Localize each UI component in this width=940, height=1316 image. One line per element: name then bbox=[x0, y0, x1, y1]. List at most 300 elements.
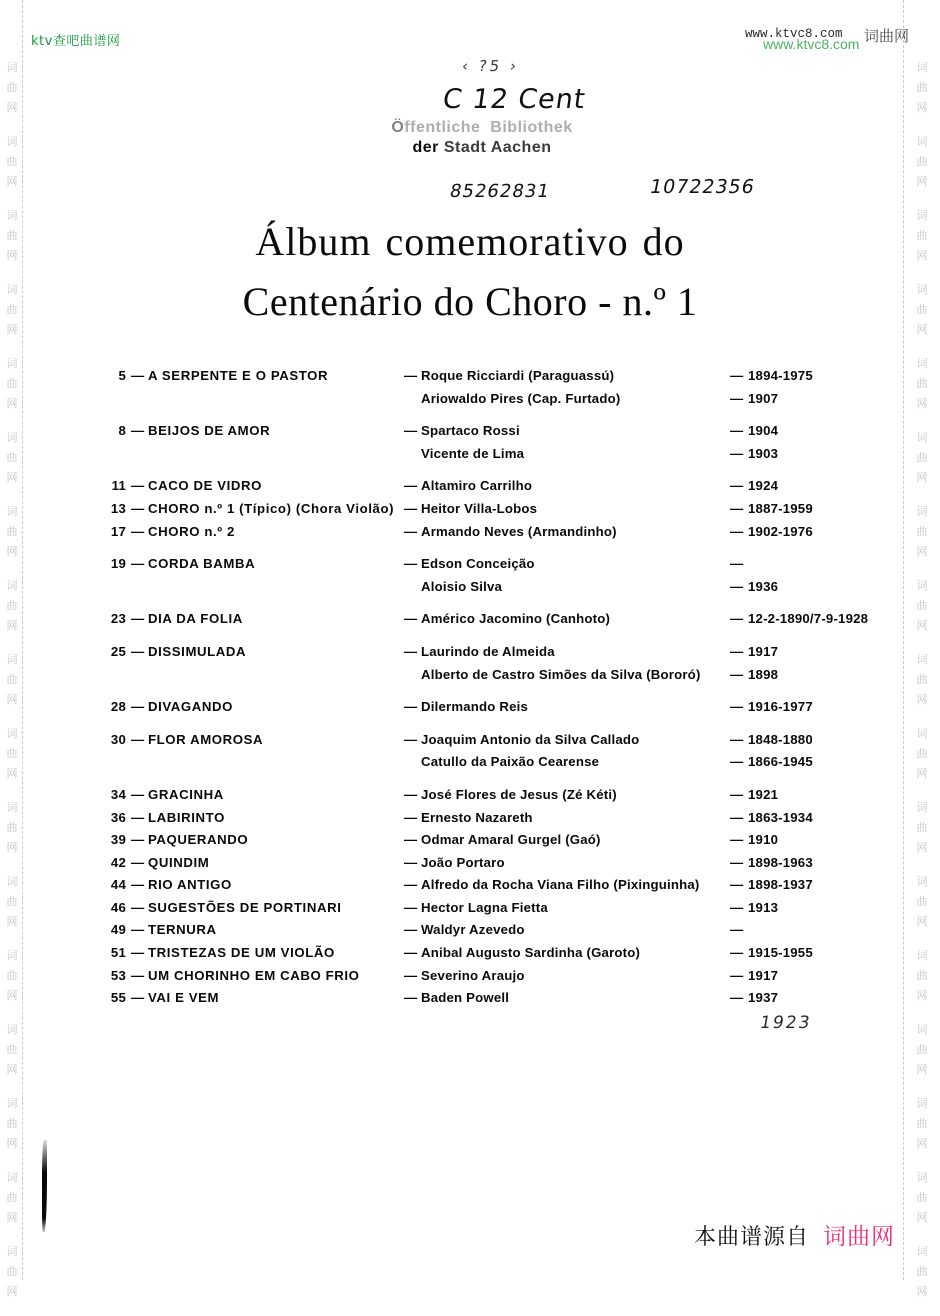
toc-piece-title: DISSIMULADA bbox=[148, 643, 247, 659]
toc-page-number: 34 bbox=[110, 786, 126, 802]
toc-group-gap bbox=[0, 546, 940, 556]
toc-author: Baden Powell bbox=[421, 990, 510, 1006]
margin-watermark-char: 词 bbox=[6, 1171, 18, 1184]
toc-row[interactable] bbox=[0, 579, 940, 602]
margin-watermark-char: 网 bbox=[6, 323, 18, 336]
margin-watermark-char: 词 bbox=[916, 431, 928, 444]
margin-watermark-char: 网 bbox=[6, 545, 18, 558]
toc-dash-2: — bbox=[404, 945, 418, 961]
toc-date: 1924 bbox=[748, 478, 779, 494]
margin-watermark-group bbox=[912, 1168, 932, 1228]
toc-dash-1: — bbox=[131, 500, 145, 516]
margin-watermark-char: 网 bbox=[916, 1137, 928, 1150]
handwritten-date-ternura: 1923 bbox=[758, 1013, 814, 1033]
margin-watermark-char: 词 bbox=[916, 727, 928, 740]
toc-entry[interactable] bbox=[0, 368, 940, 413]
toc-date: 1917 bbox=[748, 967, 779, 983]
margin-watermark-char: 网 bbox=[6, 767, 18, 780]
margin-watermark-char: 曲 bbox=[916, 229, 928, 242]
toc-dash-1: — bbox=[131, 611, 145, 627]
toc-entry[interactable] bbox=[0, 922, 940, 945]
toc-dash-3: — bbox=[730, 945, 744, 961]
toc-row[interactable] bbox=[0, 446, 940, 469]
margin-watermark-char: 网 bbox=[6, 249, 18, 262]
toc-dash-2: — bbox=[404, 611, 418, 627]
toc-dash-2: — bbox=[404, 786, 418, 802]
handwritten-shelf-mark: C 12 Cent bbox=[440, 84, 588, 115]
library-stamp-line-2: der Stadt Aachen bbox=[412, 139, 552, 156]
margin-watermark-char: 词 bbox=[6, 1023, 18, 1036]
margin-watermark-char: 网 bbox=[6, 1285, 18, 1298]
toc-row[interactable] bbox=[0, 877, 940, 900]
toc-dash-3: — bbox=[730, 854, 744, 870]
toc-page-number: 25 bbox=[110, 643, 126, 659]
toc-entry[interactable] bbox=[0, 556, 940, 601]
margin-watermark-char: 词 bbox=[6, 801, 18, 814]
toc-date: 1863-1934 bbox=[748, 809, 813, 825]
toc-author: Alberto de Castro Simões da Silva (Bororó) bbox=[421, 666, 701, 682]
margin-watermark-char: 词 bbox=[6, 505, 18, 518]
toc-piece-title: GRACINHA bbox=[148, 786, 224, 802]
margin-watermark-char: 网 bbox=[6, 471, 18, 484]
toc-author: Laurindo de Almeida bbox=[421, 643, 555, 659]
toc-page-number: 30 bbox=[110, 731, 126, 747]
margin-watermark-char: 词 bbox=[6, 949, 18, 962]
toc-dash-3: — bbox=[730, 368, 744, 383]
margin-watermark-group bbox=[2, 132, 22, 192]
margin-watermark-char: 词 bbox=[6, 61, 18, 74]
margin-watermark-char: 网 bbox=[6, 619, 18, 632]
toc-dash-1: — bbox=[131, 556, 145, 572]
toc-group-gap bbox=[0, 468, 940, 478]
toc-piece-title: CACO DE VIDRO bbox=[148, 478, 263, 494]
margin-watermark-char: 词 bbox=[6, 431, 18, 444]
margin-watermark-char: 网 bbox=[916, 101, 928, 114]
toc-dash-2: — bbox=[404, 478, 418, 494]
toc-entry[interactable] bbox=[0, 832, 940, 855]
margin-watermark-char: 曲 bbox=[916, 599, 928, 612]
toc-dash-2: — bbox=[404, 423, 418, 439]
margin-watermark-char: 网 bbox=[6, 175, 18, 188]
toc-page-number: 36 bbox=[110, 809, 126, 825]
toc-dash-2: — bbox=[404, 643, 418, 659]
toc-page-number: 46 bbox=[110, 899, 126, 915]
toc-date: 1866-1945 bbox=[748, 754, 813, 770]
toc-row[interactable] bbox=[0, 922, 940, 945]
toc-entry[interactable] bbox=[0, 732, 940, 777]
toc-author: Alfredo da Rocha Viana Filho (Pixinguinha) bbox=[421, 877, 700, 893]
toc-entry[interactable] bbox=[0, 501, 940, 524]
margin-watermark-char: 网 bbox=[916, 1211, 928, 1224]
toc-date: 1937 bbox=[748, 990, 779, 1006]
toc-group-gap bbox=[0, 689, 940, 699]
margin-watermark-char: 网 bbox=[916, 175, 928, 188]
toc-date: 1898-1937 bbox=[748, 877, 813, 893]
toc-piece-title: TERNURA bbox=[148, 922, 217, 938]
toc-date: 1902-1976 bbox=[748, 523, 813, 539]
margin-watermark-char: 词 bbox=[916, 1023, 928, 1036]
toc-piece-title: BEIJOS DE AMOR bbox=[148, 423, 271, 439]
toc-date: 1898-1963 bbox=[748, 854, 813, 870]
toc-dash-3: — bbox=[730, 500, 744, 516]
toc-dash-1: — bbox=[131, 899, 145, 915]
toc-dash-3: — bbox=[730, 832, 744, 848]
margin-watermark-char: 曲 bbox=[916, 377, 928, 390]
margin-watermark-char: 词 bbox=[916, 1097, 928, 1110]
toc-author: João Portaro bbox=[421, 854, 505, 870]
toc-dash-2: — bbox=[404, 731, 418, 747]
toc-author: Altamiro Carrilho bbox=[421, 478, 533, 494]
watermark-top-right-brand: 词曲网 bbox=[864, 27, 910, 45]
toc-piece-title: VAI E VEM bbox=[148, 990, 220, 1006]
toc-entry[interactable] bbox=[0, 611, 940, 634]
margin-watermark-char: 网 bbox=[916, 693, 928, 706]
margin-watermark-char: 曲 bbox=[6, 229, 18, 242]
toc-page-number: 19 bbox=[110, 556, 126, 572]
toc-dash-2: — bbox=[404, 699, 418, 715]
toc-date: 1916-1977 bbox=[748, 699, 813, 715]
toc-date: 1904 bbox=[748, 423, 779, 439]
toc-dash-1: — bbox=[131, 854, 145, 870]
margin-watermark-char: 曲 bbox=[6, 673, 18, 686]
toc-dash-1: — bbox=[131, 423, 145, 439]
toc-date: 1898 bbox=[748, 666, 779, 682]
toc-piece-title: CORDA BAMBA bbox=[148, 556, 256, 572]
margin-watermark-group bbox=[2, 1020, 22, 1080]
margin-watermark-char: 网 bbox=[916, 767, 928, 780]
margin-watermark-char: 词 bbox=[916, 505, 928, 518]
margin-watermark-char: 网 bbox=[6, 101, 18, 114]
margin-watermark-char: 网 bbox=[6, 1211, 18, 1224]
margin-watermark-char: 词 bbox=[916, 801, 928, 814]
toc-row[interactable] bbox=[0, 423, 940, 446]
toc-dash-1: — bbox=[131, 478, 145, 494]
toc-dash-3: — bbox=[730, 699, 744, 715]
toc-dash-3: — bbox=[730, 423, 744, 439]
toc-piece-title: DIVAGANDO bbox=[148, 699, 234, 715]
margin-watermark-char: 曲 bbox=[916, 747, 928, 760]
toc-piece-title: RIO ANTIGO bbox=[148, 877, 232, 893]
toc-page-number: 13 bbox=[110, 500, 126, 516]
toc-author: Edson Conceição bbox=[421, 556, 535, 572]
toc-piece-title: SUGESTÕES DE PORTINARI bbox=[148, 899, 342, 915]
library-stamp bbox=[367, 119, 597, 157]
margin-watermark-char: 网 bbox=[916, 249, 928, 262]
toc-row[interactable] bbox=[0, 855, 940, 878]
toc-row[interactable] bbox=[0, 368, 940, 391]
toc-dash-3: — bbox=[730, 445, 744, 461]
toc-author: Aloisio Silva bbox=[421, 578, 503, 594]
toc-page-number: 8 bbox=[118, 423, 126, 439]
toc-page-number: 55 bbox=[110, 990, 126, 1006]
toc-group-gap bbox=[0, 413, 940, 423]
toc-dash-2: — bbox=[404, 556, 418, 572]
toc-date: 1887-1959 bbox=[748, 500, 813, 516]
margin-watermark-group bbox=[2, 1094, 22, 1154]
toc-dash-2: — bbox=[404, 809, 418, 825]
toc-author: Heitor Villa-Lobos bbox=[421, 500, 538, 516]
toc-piece-title: PAQUERANDO bbox=[148, 832, 249, 848]
toc-author: Armando Neves (Armandinho) bbox=[421, 523, 617, 539]
margin-watermark-char: 词 bbox=[916, 283, 928, 296]
margin-watermark-char: 网 bbox=[6, 1063, 18, 1076]
toc-dash-3: — bbox=[730, 922, 744, 938]
margin-watermark-char: 词 bbox=[916, 61, 928, 74]
footer bbox=[0, 1218, 895, 1251]
toc-entry[interactable] bbox=[0, 968, 940, 991]
margin-watermark-char: 曲 bbox=[916, 1191, 928, 1204]
toc-author: Anibal Augusto Sardinha (Garoto) bbox=[421, 945, 641, 961]
page-title bbox=[0, 212, 940, 332]
toc-author: Waldyr Azevedo bbox=[421, 922, 525, 938]
margin-watermark-char: 网 bbox=[916, 619, 928, 632]
toc-dash-1: — bbox=[131, 731, 145, 747]
toc-page-number: 11 bbox=[111, 478, 126, 494]
toc-piece-title: CHORO n.º 1 (Típico) (Chora Violão) bbox=[148, 500, 395, 516]
margin-watermark-char: 曲 bbox=[916, 895, 928, 908]
toc-piece-title: DIA DA FOLIA bbox=[148, 611, 243, 627]
margin-watermark-char: 词 bbox=[6, 135, 18, 148]
toc-dash-1: — bbox=[131, 990, 145, 1006]
toc-date: 1913 bbox=[748, 899, 779, 915]
toc-entry[interactable] bbox=[0, 699, 940, 722]
toc-author: Odmar Amaral Gurgel (Gaó) bbox=[421, 832, 601, 848]
toc-row[interactable] bbox=[0, 900, 940, 923]
margin-watermark-char: 曲 bbox=[916, 969, 928, 982]
toc-piece-title: FLOR AMOROSA bbox=[148, 731, 264, 747]
margin-watermark-char: 曲 bbox=[916, 81, 928, 94]
toc-row[interactable] bbox=[0, 644, 940, 667]
toc-page-number: 51 bbox=[110, 945, 126, 961]
toc-dash-2: — bbox=[404, 877, 418, 893]
margin-watermark-char: 曲 bbox=[6, 747, 18, 760]
toc-dash-1: — bbox=[131, 945, 145, 961]
toc-dash-3: — bbox=[730, 390, 744, 406]
margin-watermark-char: 曲 bbox=[6, 1191, 18, 1204]
margin-watermark-char: 网 bbox=[916, 323, 928, 336]
toc-entry[interactable] bbox=[0, 810, 940, 833]
toc-dash-2: — bbox=[404, 990, 418, 1006]
page-title-line-1 bbox=[0, 212, 940, 272]
toc-piece-title: CHORO n.º 2 bbox=[148, 523, 235, 539]
toc-page-number: 49 bbox=[110, 922, 126, 938]
margin-watermark-char: 网 bbox=[916, 397, 928, 410]
handwritten-accession-right: 10722356 bbox=[647, 176, 757, 198]
margin-watermark-char: 词 bbox=[916, 875, 928, 888]
title-word-1: Álbum bbox=[255, 219, 372, 264]
margin-watermark-char: 曲 bbox=[6, 451, 18, 464]
toc-entry[interactable] bbox=[0, 900, 940, 923]
toc-author: Joaquim Antonio da Silva Callado bbox=[421, 731, 640, 747]
margin-watermark-char: 曲 bbox=[916, 451, 928, 464]
toc-dash-3: — bbox=[730, 731, 744, 747]
toc-row[interactable] bbox=[0, 391, 940, 414]
toc-piece-title: LABIRINTO bbox=[148, 809, 225, 825]
toc-dash-2: — bbox=[404, 854, 418, 870]
toc-dash-3: — bbox=[730, 786, 744, 802]
toc-date: 1917 bbox=[748, 643, 779, 659]
margin-watermark-char: 词 bbox=[916, 949, 928, 962]
toc-piece-title: QUINDIM bbox=[148, 854, 210, 870]
footer-prefix: 本曲谱源自 bbox=[693, 1225, 809, 1250]
margin-watermark-group bbox=[2, 58, 22, 118]
toc-dash-1: — bbox=[131, 523, 145, 539]
toc-date: 1915-1955 bbox=[748, 945, 813, 961]
toc-row[interactable] bbox=[0, 556, 940, 579]
title-word-2: comemorativo bbox=[385, 219, 629, 264]
margin-watermark-char: 曲 bbox=[6, 303, 18, 316]
toc-author: Roque Ricciardi (Paraguassú) bbox=[421, 368, 615, 383]
toc-entry[interactable] bbox=[0, 945, 940, 968]
toc-dash-3: — bbox=[730, 556, 744, 572]
toc-row[interactable] bbox=[0, 699, 940, 722]
toc-group-gap bbox=[0, 601, 940, 611]
toc-row[interactable] bbox=[0, 667, 940, 690]
toc-dash-1: — bbox=[131, 809, 145, 825]
toc-author: Américo Jacomino (Canhoto) bbox=[421, 611, 611, 627]
toc-dash-3: — bbox=[730, 877, 744, 893]
toc-dash-3: — bbox=[730, 611, 744, 627]
toc-dash-3: — bbox=[730, 478, 744, 494]
library-stamp-line-1: Öffentliche Bibliothek bbox=[391, 119, 573, 136]
margin-watermark-char: 词 bbox=[916, 579, 928, 592]
watermark-top-right-green: www.ktvc8.com bbox=[763, 36, 860, 52]
margin-watermark-char: 词 bbox=[916, 1245, 928, 1258]
toc-author: Dilermando Reis bbox=[421, 699, 529, 715]
toc-author: Ernesto Nazareth bbox=[421, 809, 533, 825]
toc-entry[interactable] bbox=[0, 644, 940, 689]
toc-piece-title: TRISTEZAS DE UM VIOLÃO bbox=[148, 945, 335, 961]
toc-dash-3: — bbox=[730, 643, 744, 659]
margin-watermark-group bbox=[2, 1242, 22, 1302]
toc-page-number: 5 bbox=[118, 368, 126, 383]
toc-entry[interactable] bbox=[0, 787, 940, 810]
handwritten-accession-left: 85262831 bbox=[447, 181, 552, 202]
toc-dash-1: — bbox=[131, 832, 145, 848]
margin-watermark-char: 曲 bbox=[6, 821, 18, 834]
margin-watermark-char: 曲 bbox=[6, 377, 18, 390]
toc-dash-1: — bbox=[131, 786, 145, 802]
toc-page-number: 42 bbox=[110, 854, 126, 870]
toc-entry[interactable] bbox=[0, 855, 940, 878]
toc-piece-title: A SERPENTE E O PASTOR bbox=[148, 368, 329, 383]
margin-watermark-group bbox=[912, 1094, 932, 1154]
margin-watermark-char: 词 bbox=[916, 135, 928, 148]
toc-dash-2: — bbox=[404, 832, 418, 848]
title-word-3: do bbox=[642, 219, 685, 264]
toc-page-number: 17 bbox=[110, 523, 126, 539]
margin-watermark-char: 词 bbox=[6, 1245, 18, 1258]
toc-row[interactable] bbox=[0, 501, 940, 524]
toc-dash-2: — bbox=[404, 523, 418, 539]
margin-watermark-char: 网 bbox=[916, 989, 928, 1002]
margin-watermark-group bbox=[912, 58, 932, 118]
toc-group-gap bbox=[0, 722, 940, 732]
margin-watermark-char: 网 bbox=[6, 989, 18, 1002]
margin-watermark-char: 曲 bbox=[6, 1043, 18, 1056]
toc-date: 1921 bbox=[748, 786, 779, 802]
margin-watermark-char: 词 bbox=[6, 209, 18, 222]
margin-watermark-group bbox=[912, 1242, 932, 1302]
toc-date: 1903 bbox=[748, 445, 779, 461]
margin-watermark-char: 网 bbox=[916, 1063, 928, 1076]
margin-watermark-char: 词 bbox=[6, 357, 18, 370]
toc-dash-3: — bbox=[730, 899, 744, 915]
toc-row[interactable] bbox=[0, 945, 940, 968]
toc-entry[interactable] bbox=[0, 423, 940, 468]
margin-watermark-char: 网 bbox=[6, 841, 18, 854]
toc-dash-1: — bbox=[131, 967, 145, 983]
table-of-contents bbox=[0, 368, 940, 1013]
toc-row[interactable] bbox=[0, 732, 940, 755]
margin-watermark-char: 曲 bbox=[6, 895, 18, 908]
margin-watermark-group bbox=[912, 1020, 932, 1080]
margin-watermark-char: 曲 bbox=[6, 1117, 18, 1130]
margin-watermark-char: 曲 bbox=[6, 1265, 18, 1278]
toc-entry[interactable] bbox=[0, 478, 940, 501]
margin-watermark-char: 曲 bbox=[6, 81, 18, 94]
toc-entry[interactable] bbox=[0, 877, 940, 900]
margin-watermark-char: 曲 bbox=[6, 969, 18, 982]
margin-watermark-char: 词 bbox=[916, 209, 928, 222]
margin-watermark-char: 词 bbox=[6, 727, 18, 740]
toc-dash-1: — bbox=[131, 643, 145, 659]
toc-entry[interactable] bbox=[0, 990, 940, 1013]
toc-page-number: 23 bbox=[110, 611, 126, 627]
toc-author: José Flores de Jesus (Zé Kéti) bbox=[421, 786, 617, 802]
toc-dash-3: — bbox=[730, 666, 744, 682]
margin-watermark-char: 词 bbox=[6, 1097, 18, 1110]
margin-watermark-char: 曲 bbox=[6, 599, 18, 612]
toc-group-gap bbox=[0, 634, 940, 644]
toc-dash-3: — bbox=[730, 809, 744, 825]
toc-row[interactable] bbox=[0, 787, 940, 810]
margin-watermark-char: 曲 bbox=[916, 1265, 928, 1278]
watermark-top-right-url: www.ktvc8.com bbox=[745, 27, 843, 41]
toc-entry[interactable] bbox=[0, 524, 940, 547]
toc-page-number: 28 bbox=[110, 699, 126, 715]
toc-date: 1936 bbox=[748, 578, 779, 594]
toc-row[interactable] bbox=[0, 968, 940, 991]
toc-author: Severino Araujo bbox=[421, 967, 525, 983]
toc-author: Hector Lagna Fietta bbox=[421, 899, 548, 915]
margin-watermark-char: 网 bbox=[6, 397, 18, 410]
toc-dash-2: — bbox=[404, 967, 418, 983]
toc-row[interactable] bbox=[0, 478, 940, 501]
toc-row[interactable] bbox=[0, 524, 940, 547]
toc-author: Vicente de Lima bbox=[421, 445, 525, 461]
margin-watermark-char: 曲 bbox=[916, 673, 928, 686]
toc-page-number: 53 bbox=[110, 967, 126, 983]
toc-row[interactable] bbox=[0, 990, 940, 1013]
toc-row[interactable] bbox=[0, 832, 940, 855]
toc-dash-2: — bbox=[404, 899, 418, 915]
toc-piece-title: UM CHORINHO EM CABO FRIO bbox=[148, 967, 360, 983]
margin-watermark-char: 网 bbox=[916, 915, 928, 928]
watermark-top-left: ktv查吧曲谱网 bbox=[31, 34, 121, 49]
toc-row[interactable] bbox=[0, 754, 940, 777]
page-title-line-2: Centenário do Choro - n.º 1 bbox=[242, 279, 698, 324]
toc-author: Ariowaldo Pires (Cap. Furtado) bbox=[421, 390, 621, 406]
margin-watermark-char: 曲 bbox=[916, 155, 928, 168]
toc-row[interactable] bbox=[0, 810, 940, 833]
margin-watermark-char: 网 bbox=[916, 545, 928, 558]
toc-row[interactable] bbox=[0, 611, 940, 634]
margin-watermark-char: 词 bbox=[916, 1171, 928, 1184]
watermark-top-right bbox=[745, 25, 920, 59]
margin-watermark-char: 曲 bbox=[6, 155, 18, 168]
margin-watermark-char: 网 bbox=[6, 1137, 18, 1150]
